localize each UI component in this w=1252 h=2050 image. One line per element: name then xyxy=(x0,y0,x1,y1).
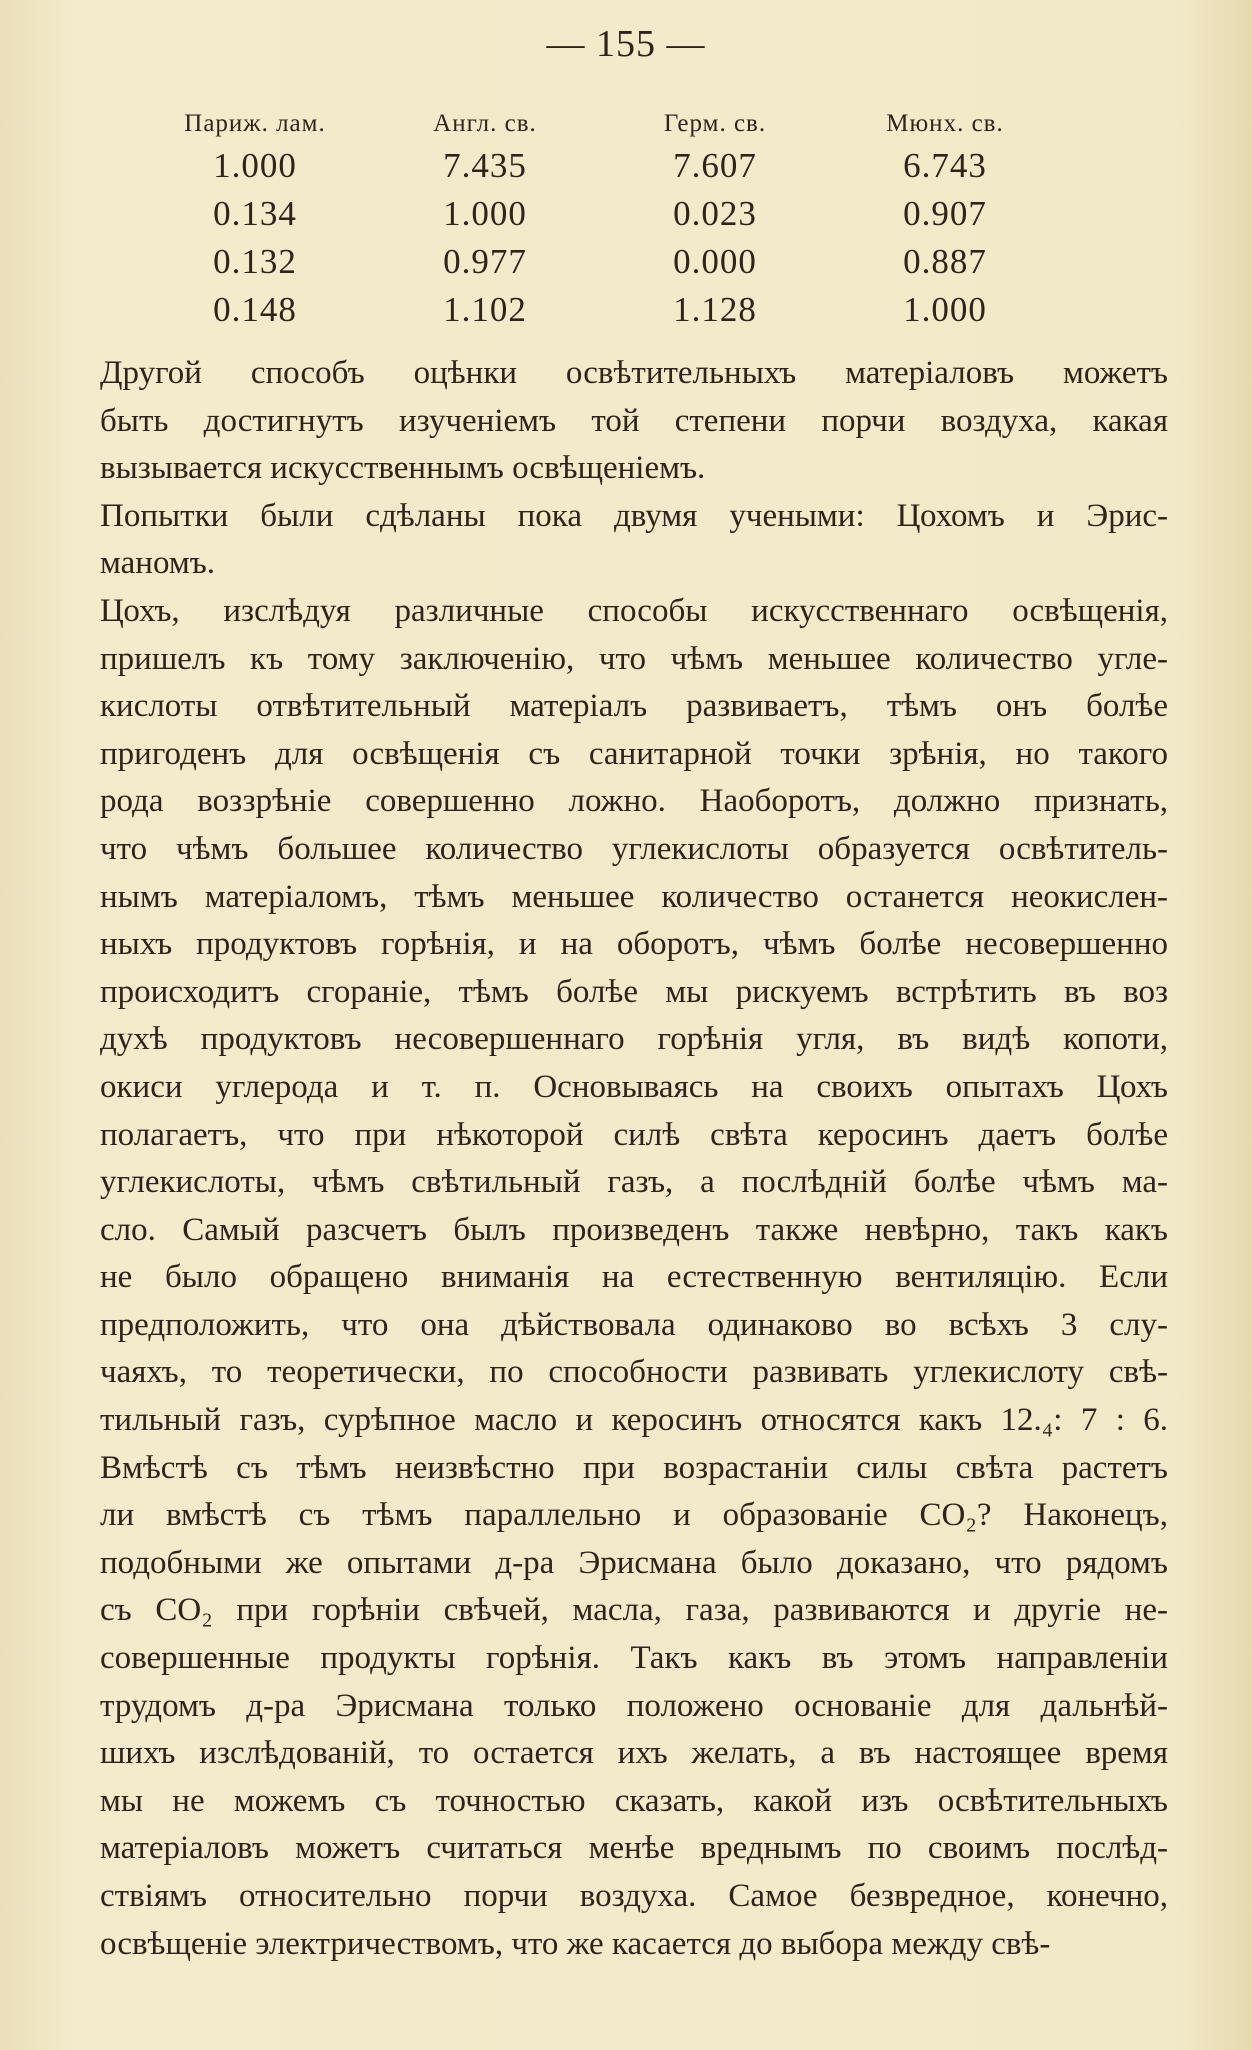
text-line: съ СО₂ при горѣніи свѣчей, масла, газа, развиваются и другіе не- xyxy=(100,1592,1168,1629)
text-line: матеріаловъ можетъ считаться менѣе вреднымъ по своимъ послѣд- xyxy=(100,1830,1168,1867)
table-header-cell: Мюнх. св. xyxy=(886,110,1004,137)
table-cell: 0.887 xyxy=(903,242,987,281)
table-cell: 1.102 xyxy=(443,290,527,329)
text-line: кислоты отвѣтительный матеріалъ развиваетъ, тѣмъ онъ болѣе xyxy=(100,688,1168,725)
text-line: сло. Самый разсчетъ былъ произведенъ также невѣрно, такъ какъ xyxy=(100,1211,1168,1248)
text-line: чаяхъ, то теоретически, по способности развивать углекислоту свѣ- xyxy=(100,1354,1168,1391)
lamp-comparison-table xyxy=(140,110,1060,334)
text-line: углекислоты, чѣмъ свѣтильный газъ, а послѣдній болѣе чѣмъ ма- xyxy=(100,1164,1168,1201)
table-row xyxy=(140,286,1060,334)
table-row xyxy=(140,238,1060,286)
text-line: шихъ изслѣдованій, то остается ихъ желать, а въ настоящее время xyxy=(100,1735,1168,1772)
text-line: полагаетъ, что при нѣкоторой силѣ свѣта керосинъ даетъ болѣе xyxy=(100,1116,1168,1153)
table-cell: 6.743 xyxy=(903,146,987,185)
text-line: пришелъ къ тому заключенію, что чѣмъ меньшее количество угле- xyxy=(100,640,1168,677)
text-line: Вмѣстѣ съ тѣмъ неизвѣстно при возрастаніи силы свѣта растетъ xyxy=(100,1449,1168,1486)
text-line: подобными же опытами д-ра Эрисмана было доказано, что рядомъ xyxy=(100,1544,1168,1581)
text-line: маномъ. xyxy=(100,545,216,582)
table-cell: 0.148 xyxy=(213,290,297,329)
text-line: не было обращено вниманія на естественную вентиляцію. Если xyxy=(100,1259,1168,1296)
text-line: тильный газъ, сурѣпное масло и керосинъ относятся какъ 12.₄: 7 : 6. xyxy=(100,1402,1168,1439)
text-line: духѣ продуктовъ несовершеннаго горѣнія угля, въ видѣ копоти, xyxy=(100,1021,1168,1058)
table-cell: 7.435 xyxy=(443,146,527,185)
table-row xyxy=(140,142,1060,190)
text-line: что чѣмъ большее количество углекислоты образуется освѣтитель- xyxy=(100,830,1168,867)
table-cell: 7.607 xyxy=(673,146,757,185)
table-header-cell: Герм. св. xyxy=(663,110,767,137)
table-cell: 0.134 xyxy=(213,194,297,233)
text-line: мы не можемъ съ точностью сказать, какой изъ освѣтительныхъ xyxy=(100,1782,1168,1819)
paragraph xyxy=(100,493,1168,588)
text-line: ствіямъ относительно порчи воздуха. Самое безвредное, конечно, xyxy=(100,1878,1168,1914)
text-line: быть достигнутъ изученіемъ той степени порчи воздуха, какая xyxy=(100,402,1168,439)
text-line: пригоденъ для освѣщенія съ санитарной точки зрѣнія, но такого xyxy=(100,735,1168,772)
table-header-cell: Англ. св. xyxy=(433,110,537,137)
text-line: вызывается искусственнымъ освѣщеніемъ. xyxy=(100,450,706,487)
text-line: Попытки были сдѣланы пока двумя учеными: Цохомъ и Эрис- xyxy=(100,497,1168,534)
table-cell: 1.128 xyxy=(673,290,757,329)
body-text xyxy=(100,350,1168,1968)
table-cell: 1.000 xyxy=(213,146,297,185)
text-line: освѣщеніе электричествомъ, что же касается до выбора между свѣ- xyxy=(100,1925,1051,1962)
table-row xyxy=(140,190,1060,238)
table-cell: 1.000 xyxy=(903,290,987,329)
text-line: окиси углерода и т. п. Основываясь на своихъ опытахъ Цохъ xyxy=(100,1068,1168,1105)
table-cell: 0.132 xyxy=(213,242,297,281)
text-line: ныхъ продуктовъ горѣнія, и на оборотъ, чѣмъ болѣе несовершенно xyxy=(100,926,1168,963)
table-cell: 0.907 xyxy=(903,194,987,233)
text-line: нымъ матеріаломъ, тѣмъ меньшее количество останется неокислен- xyxy=(100,878,1168,915)
paragraph xyxy=(100,350,1168,493)
text-line: рода воззрѣніе совершенно ложно. Наоборотъ, должно признать, xyxy=(100,783,1168,820)
table-cell: 0.977 xyxy=(443,242,527,281)
text-line: происходитъ сгораніе, тѣмъ болѣе мы рискуемъ встрѣтить въ воз xyxy=(100,973,1168,1010)
table-header-cell: Париж. лам. xyxy=(184,110,326,137)
paragraph xyxy=(100,588,1168,1968)
table-cell: 0.000 xyxy=(673,242,757,281)
table-cell: 0.023 xyxy=(673,194,757,233)
table-header-row xyxy=(140,110,1060,142)
text-line: трудомъ д-ра Эрисмана только положено основаніе для дальнѣй- xyxy=(100,1687,1168,1724)
table-cell: 1.000 xyxy=(443,194,527,233)
text-line: Цохъ, изслѣдуя различные способы искусственнаго освѣщенія, xyxy=(100,592,1168,629)
text-line: Другой способъ оцѣнки освѣтительныхъ матеріаловъ можетъ xyxy=(100,355,1168,391)
page-number: — 155 — xyxy=(546,23,706,65)
text-line: ли вмѣстѣ съ тѣмъ параллельно и образованіе СО₂? Наконецъ, xyxy=(100,1497,1168,1534)
text-line: предположить, что она дѣйствовала одинаково во всѣхъ 3 слу- xyxy=(100,1306,1168,1343)
text-line: совершенные продукты горѣнія. Такъ какъ въ этомъ направленіи xyxy=(100,1640,1168,1677)
